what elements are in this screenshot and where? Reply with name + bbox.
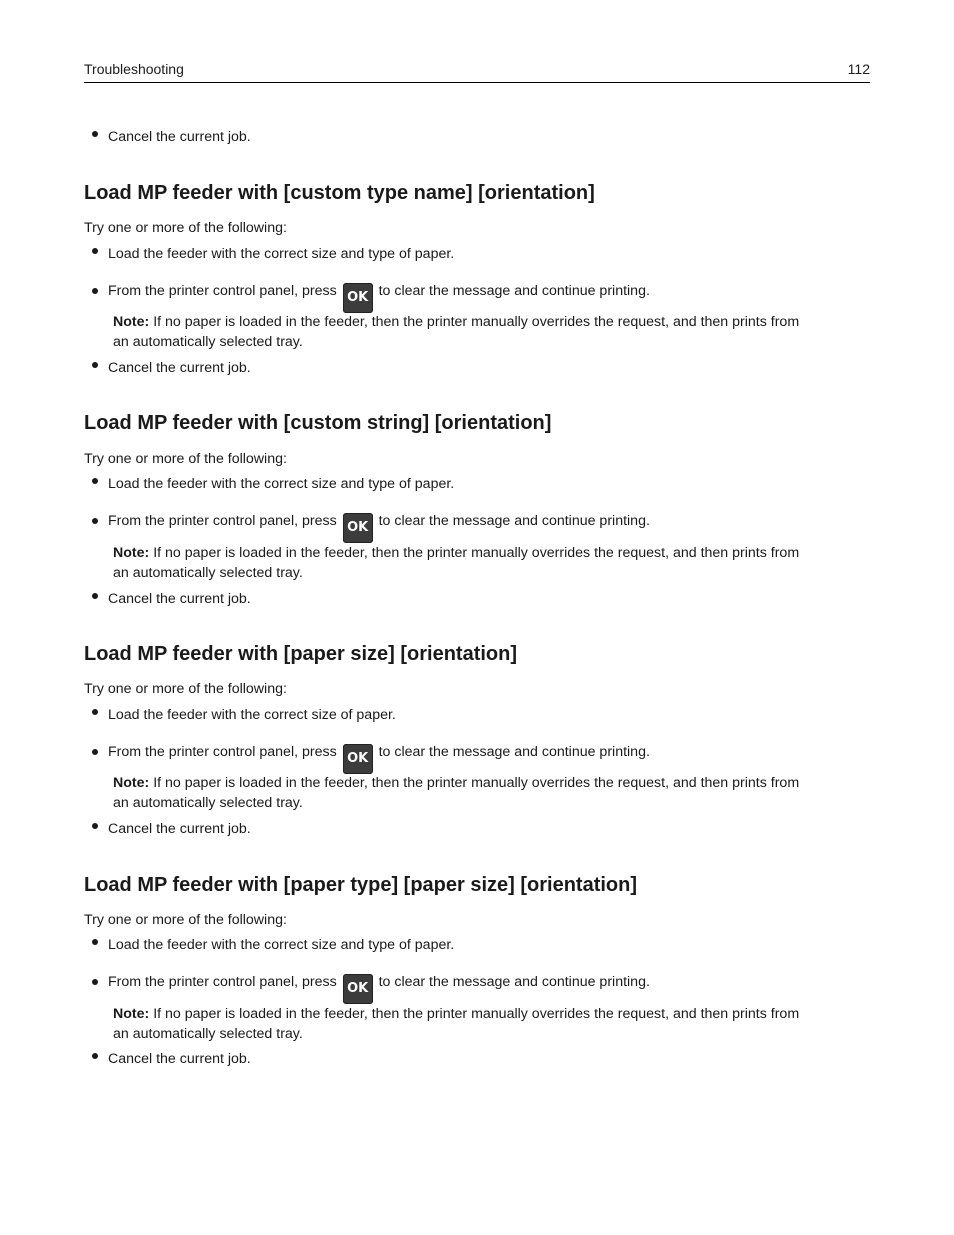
section-1-press-line (108, 276, 650, 313)
section-2-try-text: Try one or more of the following: (84, 451, 287, 467)
note-label: Note: (113, 1006, 150, 1022)
section-1-cancel-text: Cancel the current job. (108, 360, 251, 376)
section-3-load-text: Load the feeder with the correct size of paper. (108, 707, 396, 723)
section-3-note (113, 773, 863, 813)
section-2-press-line (108, 506, 650, 543)
bullet-icon (92, 979, 98, 985)
section-3-press-after: to clear the message and continue printing. (378, 744, 650, 760)
bullet-icon (92, 518, 98, 524)
section-heading-custom-type-name: Load MP feeder with [custom type name] [orientation] (84, 182, 595, 204)
header-page-number: 112 (847, 61, 870, 77)
section-4-try-text: Try one or more of the following: (84, 912, 287, 928)
section-3-note-text: If no paper is loaded in the feeder, then the printer manually overrides the request, and then prints from (153, 775, 800, 791)
bullet-icon (92, 288, 98, 294)
section-1-press-before: From the printer control panel, press (108, 283, 337, 299)
bullet-icon (92, 362, 98, 368)
section-3-try-text: Try one or more of the following: (84, 681, 287, 697)
bullet-icon (92, 593, 98, 599)
section-1-note-line-2: an automatically selected tray. (113, 334, 303, 350)
ok-button-icon: OK (343, 513, 373, 543)
section-1-note-line-1 (113, 312, 863, 332)
section-heading-custom-string: Load MP feeder with [custom string] [orientation] (84, 412, 552, 434)
section-3-cancel-text: Cancel the current job. (108, 821, 251, 837)
section-3-press-line (108, 737, 650, 774)
bullet-icon (92, 749, 98, 755)
note-label: Note: (113, 775, 150, 791)
section-4-note (113, 1004, 863, 1044)
bullet-icon (92, 478, 98, 484)
ok-button-icon: OK (343, 744, 373, 774)
ok-button-icon: OK (343, 283, 373, 313)
section-4-press-after: to clear the message and continue printing. (378, 974, 650, 990)
section-4-note-text: If no paper is loaded in the feeder, then the printer manually overrides the request, and then prints from (153, 1006, 800, 1022)
section-1-load-text: Load the feeder with the correct size and type of paper. (108, 246, 455, 262)
note-label: Note: (113, 314, 150, 330)
section-4-cancel-text: Cancel the current job. (108, 1051, 251, 1067)
section-4-load-text: Load the feeder with the correct size and type of paper. (108, 937, 455, 953)
section-4-note-line-1 (113, 1004, 863, 1024)
bullet-icon (92, 1053, 98, 1059)
section-2-press-before: From the printer control panel, press (108, 513, 337, 529)
section-2-note-line-1 (113, 543, 863, 563)
section-3-note-line-1 (113, 773, 863, 793)
section-4-note-line-2: an automatically selected tray. (113, 1026, 303, 1042)
bullet-icon (92, 131, 98, 137)
header-section-title: Troubleshooting (84, 61, 184, 77)
section-heading-paper-size: Load MP feeder with [paper size] [orientation] (84, 643, 518, 665)
section-2-note (113, 543, 863, 583)
bullet-icon (92, 709, 98, 715)
section-1-try-text: Try one or more of the following: (84, 220, 287, 236)
intro-cancel-text: Cancel the current job. (108, 129, 251, 145)
page-header (84, 60, 870, 83)
section-2-note-text: If no paper is loaded in the feeder, then the printer manually overrides the request, and then prints from (153, 545, 800, 561)
section-4-press-line (108, 967, 650, 1004)
section-1-note-text: If no paper is loaded in the feeder, then the printer manually overrides the request, and then prints from (153, 314, 800, 330)
bullet-icon (92, 823, 98, 829)
section-1-press-after: to clear the message and continue printing. (378, 283, 650, 299)
section-3-note-line-2: an automatically selected tray. (113, 795, 303, 811)
bullet-icon (92, 248, 98, 254)
section-2-note-line-2: an automatically selected tray. (113, 565, 303, 581)
section-4-press-before: From the printer control panel, press (108, 974, 337, 990)
section-2-cancel-text: Cancel the current job. (108, 591, 251, 607)
section-heading-paper-type-size: Load MP feeder with [paper type] [paper size] [orientation] (84, 874, 638, 896)
section-1-note (113, 312, 863, 352)
section-2-press-after: to clear the message and continue printing. (378, 513, 650, 529)
section-2-load-text: Load the feeder with the correct size and type of paper. (108, 476, 455, 492)
note-label: Note: (113, 545, 150, 561)
ok-button-icon: OK (343, 974, 373, 1004)
section-3-press-before: From the printer control panel, press (108, 744, 337, 760)
bullet-icon (92, 939, 98, 945)
